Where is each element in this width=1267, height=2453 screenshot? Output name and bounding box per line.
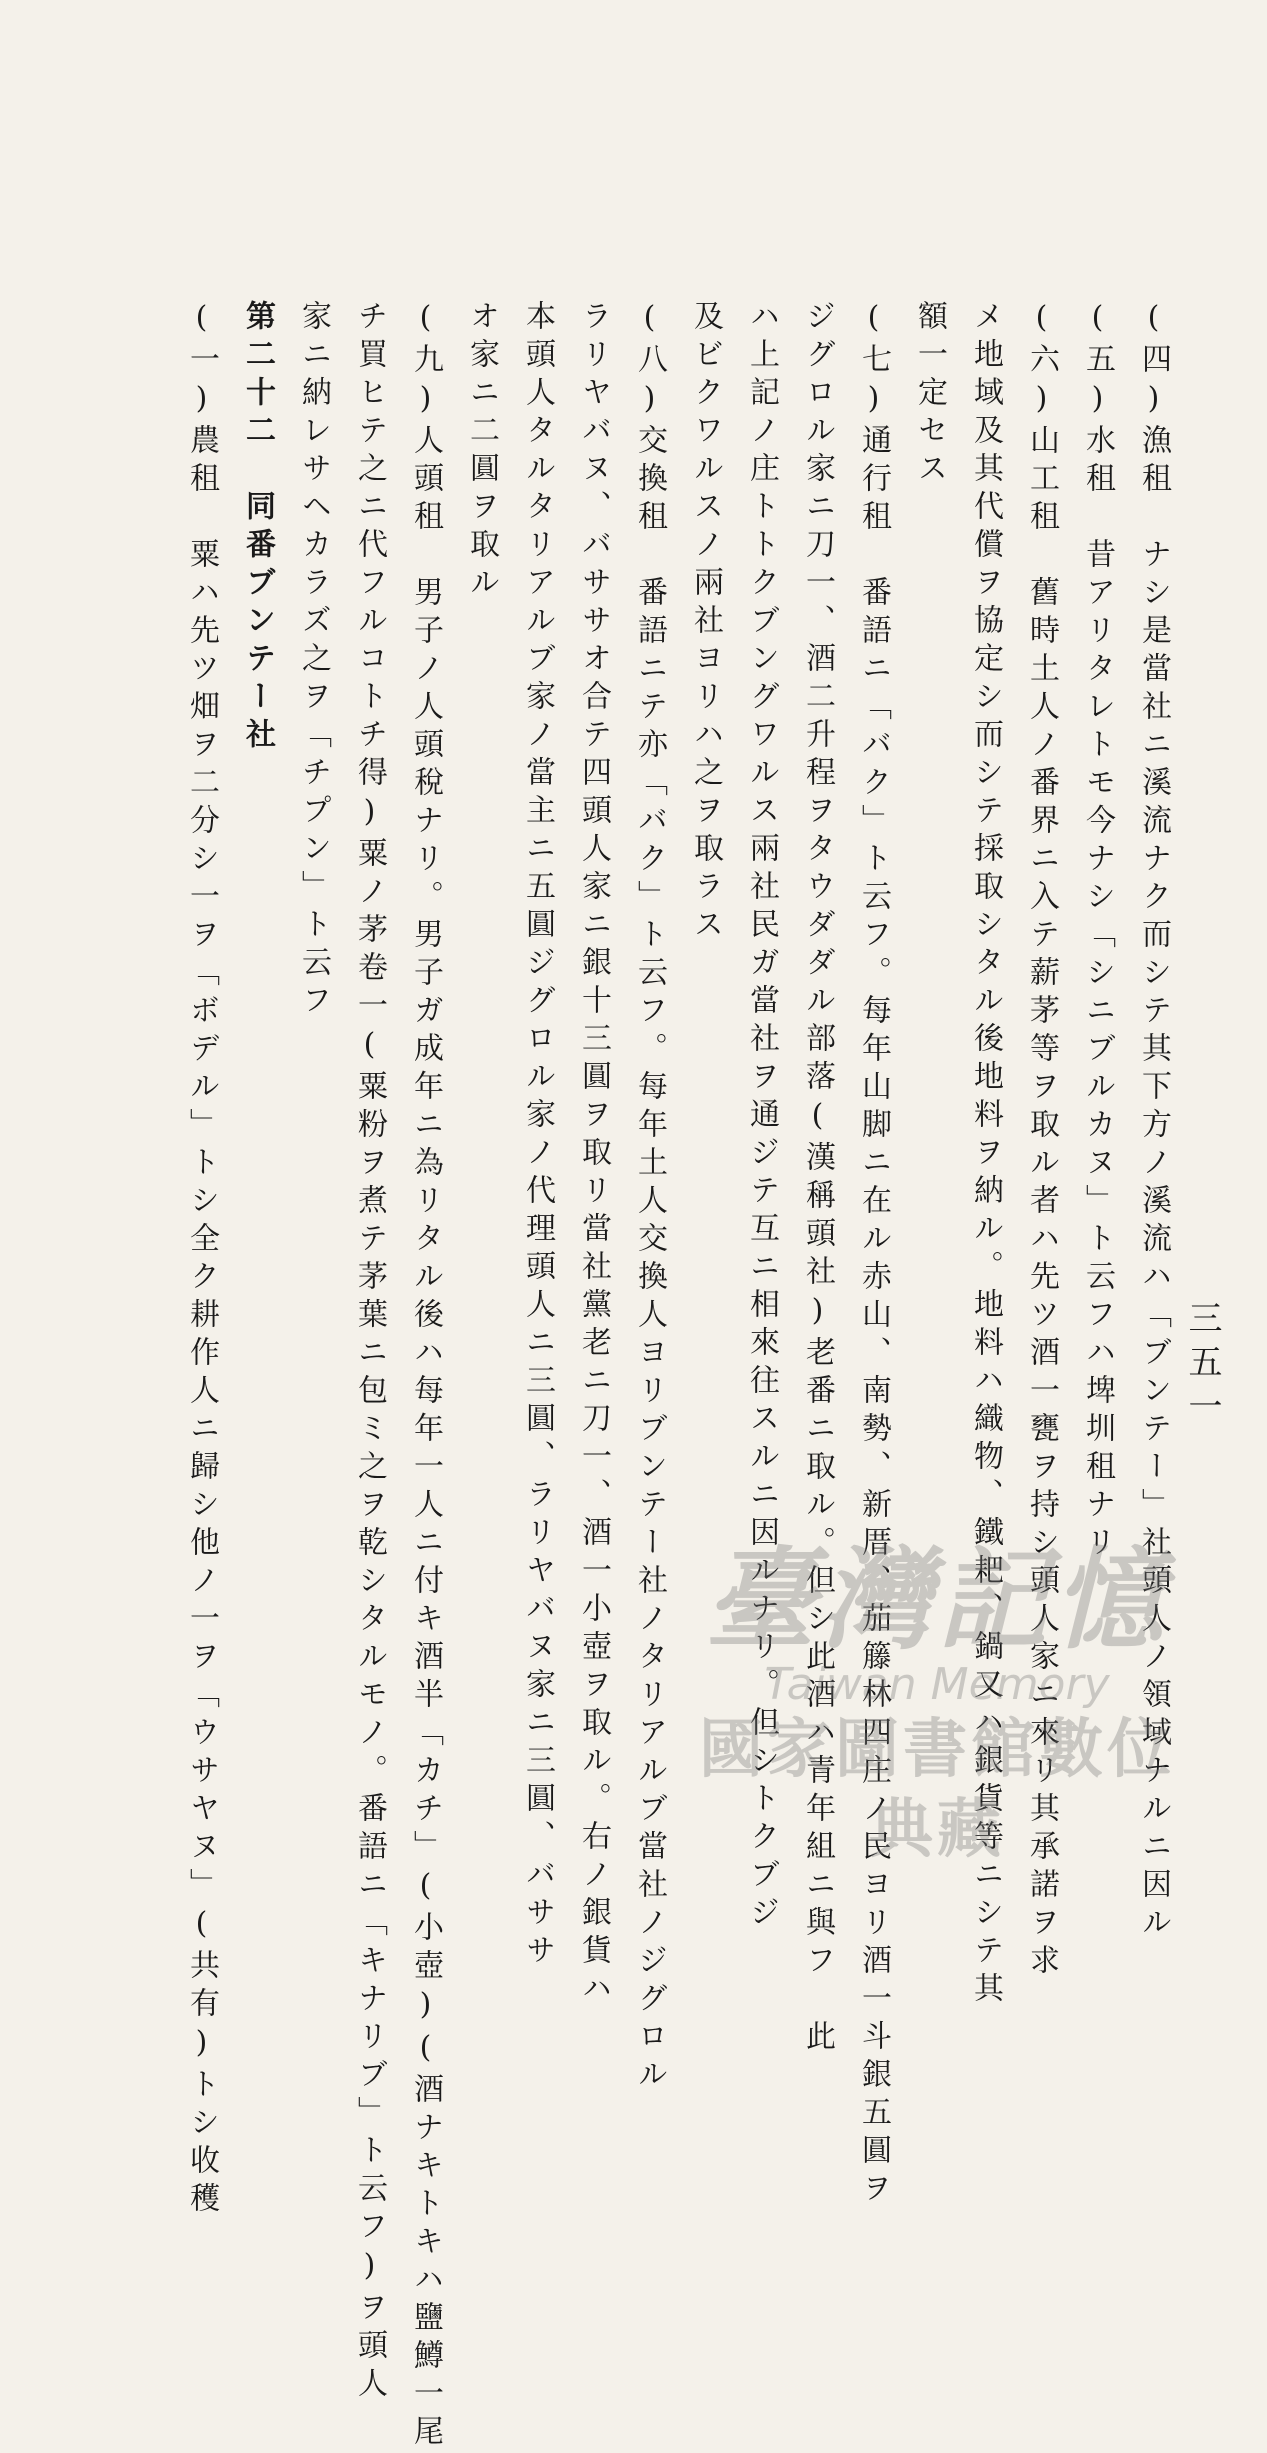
text-column: チ買ヒテ之ニ代フルコトチ得)粟ノ茅卷一(粟粉ヲ煮テ茅葉ニ包ミ之ヲ乾シタルモノ。番語ニ「キナリブ」ト云フ)ヲ頭人 bbox=[352, 300, 387, 2405]
text-column: 及ビクワルスノ兩社ヨリハ之ヲ取ラス bbox=[688, 300, 723, 946]
text-column: ハ上記ノ庄トトクブングワルス兩社民ガ當社ヲ通ジテ互ニ相來往スルニ因ルナリ。但シトクブジ bbox=[744, 300, 779, 1934]
text-column: オ家ニ二圓ヲ取ル bbox=[464, 300, 499, 604]
text-column: (九)人頭租 男子ノ人頭稅ナリ。男子ガ成年ニ為リタル後ハ每年一人ニ付キ酒半「カチ」(小壺)(酒ナキトキハ鹽鱒一尾 bbox=[408, 300, 443, 2453]
watermark-english: Taiwan Memory bbox=[764, 1659, 1110, 1710]
watermark-title: 臺灣記憶 bbox=[705, 1536, 1169, 1664]
page-number: 三五一 bbox=[1182, 1300, 1222, 1432]
text-column: ジグロル家ニ刀一、酒二升程ヲタウダダル部落(漢稱頭社)老番ニ取ル。但シ此酒ハ青年組ニ與フ 此 bbox=[800, 300, 835, 2058]
watermark-subtitle: 國家圖書館數位典藏 bbox=[699, 1713, 1175, 1867]
text-column: 本頭人タルタリアルブ家ノ當主ニ五圓ジグロル家ノ代理頭人ニ三圓、ラリヤバヌ家ニ三圓、バササ bbox=[520, 300, 555, 1972]
section-heading: 第二十二 同番ブンテー社 bbox=[240, 300, 275, 756]
text-column: ラリヤバヌ、バササオ合テ四頭人家ニ銀十三圓ヲ取リ當社黨老ニ刀一、酒一小壺ヲ取ル。右ノ銀貨ハ bbox=[576, 300, 611, 2010]
text-column: (五)水租 昔アリタレトモ今ナシ「シニブルカヌ」ト云フハ埤圳租ナリ bbox=[1080, 300, 1115, 1564]
text-column: 家ニ納レサヘカラズ之ヲ「チプン」ト云フ bbox=[296, 300, 331, 1022]
text-column: 額一定セス bbox=[912, 300, 947, 490]
library-watermark bbox=[687, 1536, 1187, 1867]
text-column: (六)山工租 舊時土人ノ番界ニ入テ薪茅等ヲ取ル者ハ先ツ酒一甕ヲ持シ頭人家ニ來リ其承諾ヲ求 bbox=[1024, 300, 1059, 1982]
text-column: メ地域及其代償ヲ協定シ而シテ採取シタル後地料ヲ納ル。地料ハ織物、鐵耙、鍋又ハ銀貨等ニシテ其 bbox=[968, 300, 1003, 2010]
text-column: (一)農租 粟ハ先ツ畑ヲ二分シ一ヲ「ボデル」トシ全ク耕作人ニ歸シ他ノ一ヲ「ウサヤヌ」(共有)トシ收穫 bbox=[184, 300, 219, 2220]
text-column: (七)通行租 番語ニ「バク」ト云フ。每年山脚ニ在ル赤山、南勢、新厝、茄籐林四庄ノ民ヨリ酒一斗銀五圓ヲ bbox=[856, 300, 891, 2210]
text-column: (八)交換租 番語ニテ亦「バク」ト云フ。每年土人交換人ヨリブンテー社ノタリアルブ當社ノジグロル bbox=[632, 300, 667, 2096]
text-column: (四)漁租 ナシ是當社ニ溪流ナク而シテ其下方ノ溪流ハ「ブンテー」社頭人ノ領域ナルニ因ル bbox=[1136, 300, 1171, 1944]
